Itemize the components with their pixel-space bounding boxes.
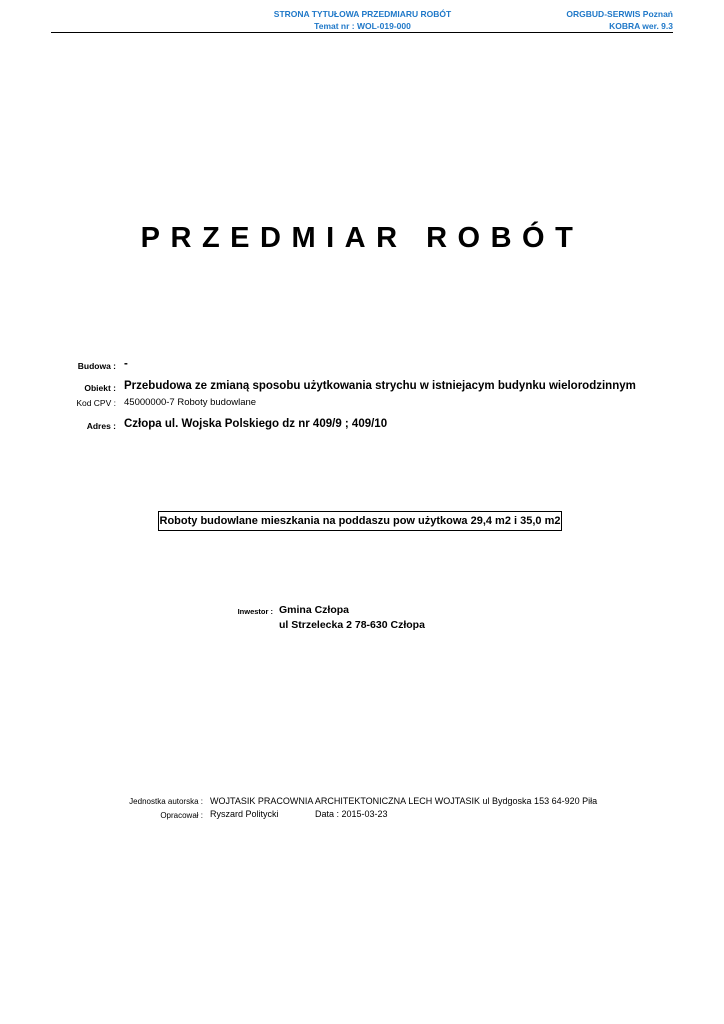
kod-cpv-value: 45000000-7 Roboty budowlane [124,397,257,408]
header-software-version: KOBRA wer. 9.3 [609,21,673,31]
obiekt-value: Przebudowa ze zmianą sposobu użytkowania strychu w istniejacym budynku wielorodzinnym [124,380,636,392]
budowa-label: Budowa : [77,361,116,371]
header-topic-number: Temat nr : WOL-019-000 [314,21,411,31]
date-value: Data : 2015-03-23 [315,809,388,819]
header-software-vendor: ORGBUD-SERWIS Poznań [566,9,673,19]
header-divider [51,32,673,33]
budowa-value: - [124,358,128,370]
kod-cpv-label: Kod CPV : [76,398,116,408]
investor-address: ul Strzelecka 2 78-630 Człopa [279,619,425,631]
investor-name: Gmina Człopa [279,604,350,616]
jednostka-value: WOJTASIK PRACOWNIA ARCHITEKTONICZNA LECH WOJTASIK ul Bydgoska 153 64-920 Piła [210,796,598,806]
page-title: PRZEDMIAR ROBÓT [140,222,584,254]
scope-box: Roboty budowlane mieszkania na poddaszu pow użytkowa 29,4 m2 i 35,0 m2 [158,511,562,531]
jednostka-label: Jednostka autorska : [129,797,203,806]
opracowal-label: Opracował : [160,811,203,820]
obiekt-label: Obiekt : [84,383,116,393]
adres-value: Człopa ul. Wojska Polskiego dz nr 409/9 ; 409/10 [124,418,388,430]
header-doc-type: STRONA TYTUŁOWA PRZEDMIARU ROBÓT [273,9,452,19]
opracowal-value: Ryszard Politycki [210,809,279,819]
investor-label: Inwestor : [237,607,273,616]
adres-label: Adres : [86,421,116,431]
